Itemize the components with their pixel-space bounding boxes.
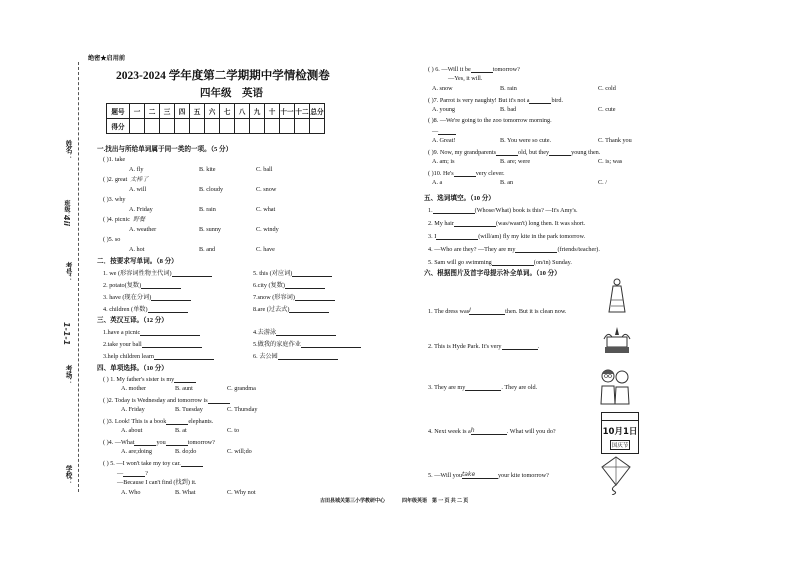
section1-options bbox=[103, 247, 303, 257]
binding-line bbox=[78, 62, 79, 492]
question-text: (Whose/What) book is this? —It's Amy's. bbox=[474, 206, 578, 214]
answer-blank[interactable] bbox=[454, 170, 476, 177]
section3-title: 三、英汉互译。（12 分） bbox=[97, 317, 168, 324]
option-c: C. windy bbox=[256, 226, 279, 233]
score-cell[interactable] bbox=[145, 119, 160, 134]
option-a: A. Friday bbox=[129, 206, 153, 213]
score-header-cell: 总分 bbox=[310, 104, 325, 119]
option-b: B. What bbox=[175, 489, 196, 496]
option-c: C. ball bbox=[256, 166, 273, 173]
answer-blank[interactable] bbox=[154, 353, 214, 360]
section4-question bbox=[428, 149, 688, 159]
section4-question-line bbox=[428, 128, 688, 138]
section5-title: 五、选词填空。（10 分） bbox=[424, 195, 495, 202]
section4-options bbox=[428, 86, 688, 97]
secret-label: 绝密★启用前 bbox=[88, 55, 126, 62]
score-cell[interactable] bbox=[310, 119, 325, 134]
section3-question: 4.去游泳 bbox=[253, 328, 277, 336]
option-c: C. is; was bbox=[598, 158, 623, 165]
answer-blank[interactable] bbox=[166, 439, 188, 446]
score-header-cell: 十一 bbox=[280, 104, 295, 119]
question-text: ( )9. Now, my grandparents bbox=[428, 148, 496, 156]
score-cell[interactable] bbox=[205, 119, 220, 134]
score-cell[interactable] bbox=[220, 119, 235, 134]
section2-row bbox=[103, 270, 353, 282]
name-label: 姓名： bbox=[64, 140, 71, 160]
option-b: B. aunt bbox=[175, 385, 193, 392]
footer-school: 古田县城关第三小学教研中心 bbox=[320, 499, 386, 504]
score-header-cell: 五 bbox=[190, 104, 205, 119]
section2-question: 3. have (现在分词) bbox=[103, 293, 152, 301]
question-text: —Because I can't find (找到) it. bbox=[117, 479, 197, 486]
score-cell[interactable] bbox=[250, 119, 265, 134]
answer-blank[interactable] bbox=[172, 270, 212, 277]
question-text: ( )3. why bbox=[103, 196, 126, 203]
question-text: ( )4. picnic bbox=[103, 216, 130, 223]
option-b: B. sunny bbox=[199, 226, 222, 233]
answer-blank[interactable] bbox=[181, 460, 203, 467]
section5-question bbox=[428, 207, 688, 220]
section6-question bbox=[428, 343, 539, 350]
section3-list bbox=[103, 329, 353, 365]
answer-blank[interactable] bbox=[123, 470, 145, 477]
score-header-cell: 十二 bbox=[295, 104, 310, 119]
kite-picture bbox=[596, 455, 636, 495]
section2-question: 7.snow (形容词) bbox=[253, 293, 295, 301]
section3-question: 5.做我的家庭作业 bbox=[253, 340, 301, 348]
score-header-cell: 八 bbox=[235, 104, 250, 119]
option-a: A. about bbox=[121, 427, 143, 434]
option-b: B. Tuesday bbox=[175, 406, 203, 413]
option-b: B. You were so cute. bbox=[500, 137, 552, 144]
section2-question: 4. children (单数) bbox=[103, 305, 148, 313]
score-header-cell: 六 bbox=[205, 104, 220, 119]
option-a: A. hot bbox=[129, 246, 145, 253]
option-b: B. bad bbox=[500, 106, 517, 113]
option-b: B. do;do bbox=[175, 448, 197, 455]
answer-blank[interactable] bbox=[301, 341, 361, 348]
handwritten-answer: take bbox=[461, 471, 476, 478]
section4-list bbox=[103, 376, 303, 501]
option-c: C. / bbox=[598, 179, 607, 186]
option-c: C. cute bbox=[598, 106, 616, 113]
question-text: 3. I bbox=[428, 232, 437, 240]
answer-blank[interactable] bbox=[148, 306, 188, 313]
answer-blank[interactable] bbox=[529, 97, 551, 104]
section6-title: 六、根据图片及首字母提示补全单词。（10 分） bbox=[424, 270, 561, 277]
question-text: ( )7. Parrot is very naughty! But it's not a bbox=[428, 96, 530, 104]
section4-options bbox=[428, 107, 688, 118]
option-a: A. am; is bbox=[432, 158, 455, 165]
answer-blank[interactable] bbox=[142, 341, 202, 348]
section5-question bbox=[428, 233, 688, 246]
question-text: 5. Sam will go swimming bbox=[428, 258, 492, 266]
section4-title: 四、单项选择。（10 分） bbox=[97, 365, 168, 372]
question-text: ( ) 5. —I won't take my toy car. bbox=[103, 459, 181, 467]
exam-no-label: 考号： bbox=[64, 262, 71, 282]
answer-blank[interactable] bbox=[469, 308, 505, 315]
answer-blank[interactable] bbox=[549, 149, 571, 156]
answer-blank[interactable] bbox=[140, 329, 200, 336]
section3-question: 1.have a picnic bbox=[103, 328, 141, 336]
question-text: 4. Next week is a bbox=[428, 427, 471, 435]
section4-options bbox=[103, 490, 303, 501]
section4-continued bbox=[428, 66, 688, 191]
section4-options bbox=[428, 138, 688, 149]
option-a: A. mother bbox=[121, 385, 147, 392]
score-header-cell: 二 bbox=[145, 104, 160, 119]
exam-subtitle: 四年级 英语 bbox=[200, 88, 263, 99]
answer-blank[interactable] bbox=[433, 207, 475, 214]
section4-question bbox=[428, 170, 688, 180]
option-b: B. and bbox=[199, 246, 216, 253]
answer-blank[interactable] bbox=[492, 259, 534, 266]
option-b: B. rain bbox=[500, 85, 517, 92]
score-cell[interactable] bbox=[265, 119, 280, 134]
question-text: tomorrow? bbox=[187, 438, 215, 446]
question-text: old, but they bbox=[518, 148, 550, 156]
answer-blank[interactable] bbox=[166, 418, 188, 425]
grandparents-picture bbox=[598, 366, 632, 406]
question-text: 2. This is Hyde Park. It's very bbox=[428, 342, 502, 350]
question-text: ( )10. He's bbox=[428, 169, 454, 177]
answer-blank[interactable] bbox=[515, 246, 557, 253]
section4-options bbox=[428, 180, 688, 191]
question-text: . bbox=[537, 342, 540, 350]
option-c: C. will;do bbox=[227, 448, 252, 455]
section6-question bbox=[428, 308, 566, 315]
question-text: ( )4. —What bbox=[103, 438, 135, 446]
option-a: A. young bbox=[432, 106, 456, 113]
score-cell[interactable] bbox=[295, 119, 310, 134]
section2-list bbox=[103, 270, 353, 318]
question-text: —Yes, it will. bbox=[448, 75, 483, 82]
question-text: ( )2. great bbox=[103, 176, 128, 183]
answer-blank[interactable] bbox=[289, 306, 329, 313]
answer-blank[interactable] bbox=[471, 428, 507, 435]
question-text: you bbox=[156, 438, 166, 446]
score-header-cell: 七 bbox=[220, 104, 235, 119]
question-text: ( )2. Today is Wednesday and tomorrow is bbox=[103, 396, 208, 404]
answer-blank[interactable] bbox=[208, 397, 230, 404]
answer-blank[interactable] bbox=[174, 376, 196, 383]
score-header-cell: 题号 bbox=[107, 104, 130, 119]
score-header-cell: 一 bbox=[130, 104, 145, 119]
option-a: A. fly bbox=[129, 166, 144, 173]
section2-title: 二．按要求写单词。（8 分） bbox=[97, 258, 178, 265]
handwritten-answer: h bbox=[470, 427, 475, 434]
option-c: C. to bbox=[227, 427, 240, 434]
answer-blank[interactable] bbox=[141, 282, 181, 289]
section5-question bbox=[428, 246, 688, 259]
handwritten-note: 野餐 bbox=[132, 216, 145, 223]
question-text: (on/in) Sunday. bbox=[533, 258, 572, 266]
question-text: bird. bbox=[551, 96, 563, 104]
school-label: 学校： bbox=[64, 465, 71, 485]
section1-title: 一.找出与所给单词属于同一类的一项。（5 分） bbox=[97, 146, 233, 153]
section4-question bbox=[428, 97, 688, 107]
option-c: C. Thursday bbox=[227, 406, 258, 413]
section1-options bbox=[103, 227, 303, 237]
question-text: ( ) 6. —Will it be bbox=[428, 65, 471, 73]
score-cell[interactable] bbox=[175, 119, 190, 134]
dress-picture bbox=[606, 278, 628, 314]
question-text: ( )8. —We're going to the zoo tomorrow morning. bbox=[428, 117, 552, 124]
question-text: ( )5. so bbox=[103, 236, 121, 243]
section6-question bbox=[428, 384, 537, 391]
section6-question bbox=[428, 472, 549, 479]
score-header-cell: 三 bbox=[160, 104, 175, 119]
answer-blank[interactable] bbox=[496, 149, 518, 156]
question-text: — bbox=[432, 127, 439, 135]
calendar-picture bbox=[601, 412, 639, 454]
question-text: 4. —Who are they? —They are my bbox=[428, 245, 516, 253]
option-a: A. will bbox=[129, 186, 147, 193]
option-b: B. kite bbox=[199, 166, 216, 173]
answer-blank[interactable] bbox=[454, 220, 496, 227]
option-b: B. rain bbox=[199, 206, 216, 213]
option-c: C. what bbox=[256, 206, 276, 213]
score-header-cell: 九 bbox=[250, 104, 265, 119]
section3-question: 6. 去公园 bbox=[253, 352, 278, 360]
calendar-label: 国庆节 bbox=[610, 440, 630, 450]
section2-question: 5. this (对应词) bbox=[253, 269, 293, 277]
question-text: (was/wasn't) long then. It was short. bbox=[495, 219, 586, 227]
answer-blank[interactable] bbox=[465, 384, 501, 391]
section2-question: 6.city (复数) bbox=[253, 281, 285, 289]
exam-title: 2023-2024 学年度第二学期期中学情检测卷 bbox=[116, 70, 330, 82]
question-text: then. But it is clean now. bbox=[505, 307, 567, 315]
section6-list bbox=[428, 280, 618, 490]
question-text: 1. bbox=[428, 206, 433, 214]
section5-question bbox=[428, 220, 688, 233]
score-cell[interactable] bbox=[235, 119, 250, 134]
answer-blank[interactable] bbox=[438, 128, 456, 135]
question-text: 5. —Will you bbox=[428, 471, 462, 479]
option-c: C. snow bbox=[256, 186, 277, 193]
section2-question: 1. we (形容词性物主代词) bbox=[103, 269, 172, 277]
option-b: B. at bbox=[175, 427, 187, 434]
question-text: ( ) 1. My father's sister is my bbox=[103, 375, 175, 383]
question-text: ? bbox=[145, 469, 148, 477]
answer-blank[interactable] bbox=[436, 233, 478, 240]
score-header-cell: 四 bbox=[175, 104, 190, 119]
answer-blank[interactable] bbox=[471, 66, 493, 73]
option-a: A. snow bbox=[432, 85, 453, 92]
option-a: A. Friday bbox=[121, 406, 145, 413]
park-picture bbox=[602, 325, 632, 355]
score-row-label: 得分 bbox=[107, 119, 130, 134]
score-cell[interactable] bbox=[280, 119, 295, 134]
question-text: very clever. bbox=[475, 169, 505, 177]
class-handwriting: 4ii bbox=[62, 215, 71, 227]
answer-blank[interactable] bbox=[462, 472, 498, 479]
score-header-cell: 十 bbox=[265, 104, 280, 119]
option-a: A. Great! bbox=[432, 137, 456, 144]
option-c: C. have bbox=[256, 246, 275, 253]
section5-list bbox=[428, 207, 688, 272]
question-text: (friends/teacher). bbox=[557, 245, 600, 253]
question-text: 1. The dress was bbox=[428, 307, 470, 315]
answer-blank[interactable] bbox=[502, 343, 538, 350]
question-text: — bbox=[117, 469, 124, 477]
section4-options bbox=[103, 428, 303, 439]
score-cell[interactable] bbox=[160, 119, 175, 134]
question-text: elephants. bbox=[188, 417, 214, 425]
section1-options bbox=[103, 187, 303, 197]
section4-options bbox=[103, 449, 303, 460]
section4-options bbox=[103, 386, 303, 397]
section3-row bbox=[103, 329, 353, 341]
answer-blank[interactable] bbox=[278, 353, 338, 360]
question-text: ( )3. Look! This is a book bbox=[103, 417, 167, 425]
question-text: . What will you do? bbox=[506, 427, 556, 435]
answer-blank[interactable] bbox=[134, 439, 156, 446]
question-text: tomorrow? bbox=[492, 65, 520, 73]
question-text: ( )1. take bbox=[103, 156, 126, 163]
handwritten-answer: I bbox=[469, 307, 471, 314]
option-c: C. Thank you bbox=[598, 137, 632, 144]
class-label: 班级： bbox=[63, 200, 69, 218]
footer-page: 四年级英语 第 一 页 共 二 页 bbox=[402, 499, 469, 504]
calendar-date: 10月1日 bbox=[602, 427, 638, 437]
question-text: your kite tomorrow? bbox=[497, 471, 549, 479]
section2-row bbox=[103, 294, 353, 306]
option-b: B. an bbox=[500, 179, 514, 186]
score-cell[interactable] bbox=[190, 119, 205, 134]
room-label: 考场： bbox=[64, 365, 71, 385]
section3-question: 3.help children learn bbox=[103, 352, 155, 360]
option-a: A. Who bbox=[121, 489, 141, 496]
option-b: B. cloudy bbox=[199, 186, 224, 193]
section2-question: 2. potato(复数) bbox=[103, 281, 142, 289]
section4-options bbox=[103, 407, 303, 418]
option-a: A. are;doing bbox=[121, 448, 152, 455]
section3-row bbox=[103, 341, 353, 353]
handwritten-note: 太棒了 bbox=[130, 176, 149, 183]
score-table bbox=[106, 103, 325, 134]
option-b: B. are; were bbox=[500, 158, 531, 165]
section4-question bbox=[103, 460, 303, 470]
room-handwriting: 1-1-1 bbox=[62, 322, 71, 346]
answer-blank[interactable] bbox=[276, 329, 336, 336]
option-c: C. Why not bbox=[227, 489, 256, 496]
question-text: 2. My hair bbox=[428, 219, 454, 227]
answer-blank[interactable] bbox=[151, 294, 191, 301]
section3-question: 2.take your ball bbox=[103, 340, 142, 348]
section2-question: 8.are (过去式) bbox=[253, 305, 290, 313]
question-text: young then. bbox=[571, 148, 601, 156]
section2-row bbox=[103, 282, 353, 294]
section4-question bbox=[428, 118, 688, 128]
question-text: (will/am) fly my kite in the park tomorrow. bbox=[478, 232, 586, 240]
section6-question bbox=[428, 428, 556, 435]
section3-row bbox=[103, 353, 353, 365]
section4-question-line bbox=[428, 76, 688, 86]
option-a: A. a bbox=[432, 179, 443, 186]
answer-blank[interactable] bbox=[285, 282, 325, 289]
question-text: 3. They are my bbox=[428, 383, 466, 391]
option-c: C. grandma bbox=[227, 385, 256, 392]
question-text: . They are old. bbox=[501, 383, 538, 391]
answer-blank[interactable] bbox=[292, 270, 332, 277]
option-a: A. weather bbox=[129, 226, 157, 233]
section4-options bbox=[428, 159, 688, 170]
score-cell[interactable] bbox=[130, 119, 145, 134]
answer-blank[interactable] bbox=[295, 294, 335, 301]
option-c: C. cold bbox=[598, 85, 616, 92]
section1-list bbox=[103, 157, 303, 257]
